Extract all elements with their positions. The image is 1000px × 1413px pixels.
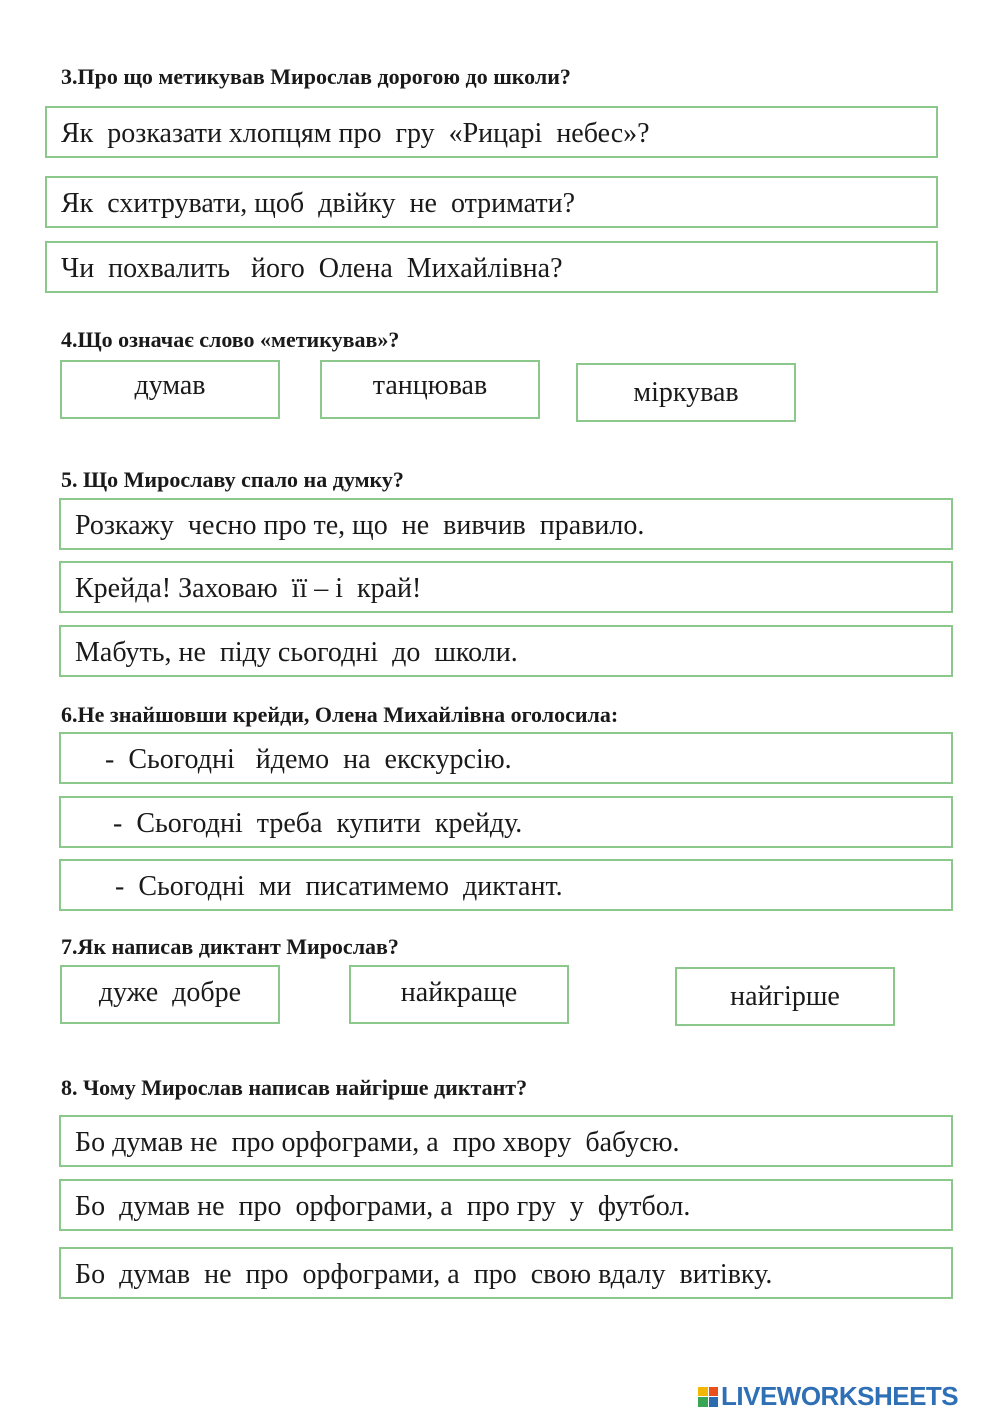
q6-option-1[interactable]: - Сьогодні йдемо на екскурсію. [59, 732, 953, 784]
q8-option-1[interactable]: Бо думав не про орфограми, а про хвору бабусю. [59, 1115, 953, 1167]
question-8-title: 8. Чому Мирослав написав найгірше диктант? [61, 1075, 528, 1100]
q5-option-3[interactable]: Мабуть, не піду сьогодні до школи. [59, 625, 953, 677]
question-6-title: 6.Не знайшовши крейди, Олена Михайлівна оголосила: [61, 702, 619, 727]
question-5-title: 5. Що Мирославу спало на думку? [61, 467, 404, 492]
q8-option-3[interactable]: Бо думав не про орфограми, а про свою вдалу витівку. [59, 1247, 953, 1299]
q4-option-3[interactable]: міркував [576, 363, 796, 422]
q3-option-2[interactable]: Як схитрувати, щоб двійку не отримати? [45, 176, 938, 228]
q4-option-2[interactable]: танцював [320, 360, 540, 419]
liveworksheets-logo [698, 1381, 958, 1412]
q7-option-3[interactable]: найгірше [675, 967, 895, 1026]
q5-option-1[interactable]: Розкажу чесно про те, що не вивчив правило. [59, 498, 953, 550]
question-7-title: 7.Як написав диктант Мирослав? [61, 934, 399, 959]
liveworksheets-logo-text: LIVEWORKSHEETS [721, 1381, 959, 1411]
q5-option-2[interactable]: Крейда! Заховаю її – і край! [59, 561, 953, 613]
q8-option-2[interactable]: Бо думав не про орфограми, а про гру у футбол. [59, 1179, 953, 1231]
q7-option-2[interactable]: найкраще [349, 965, 569, 1024]
question-3-title: 3.Про що метикував Мирослав дорогою до школи? [61, 64, 571, 89]
q6-option-3[interactable]: - Сьогодні ми писатимемо диктант. [59, 859, 953, 911]
liveworksheets-logo-icon [698, 1387, 718, 1407]
q7-option-1[interactable]: дуже добре [60, 965, 280, 1024]
question-4-title: 4.Що означає слово «метикував»? [61, 327, 400, 352]
q3-option-1[interactable]: Як розказати хлопцям про гру «Рицарі небес»? [45, 106, 938, 158]
q3-option-3[interactable]: Чи похвалить його Олена Михайлівна? [45, 241, 938, 293]
q4-option-1[interactable]: думав [60, 360, 280, 419]
q6-option-2[interactable]: - Сьогодні треба купити крейду. [59, 796, 953, 848]
